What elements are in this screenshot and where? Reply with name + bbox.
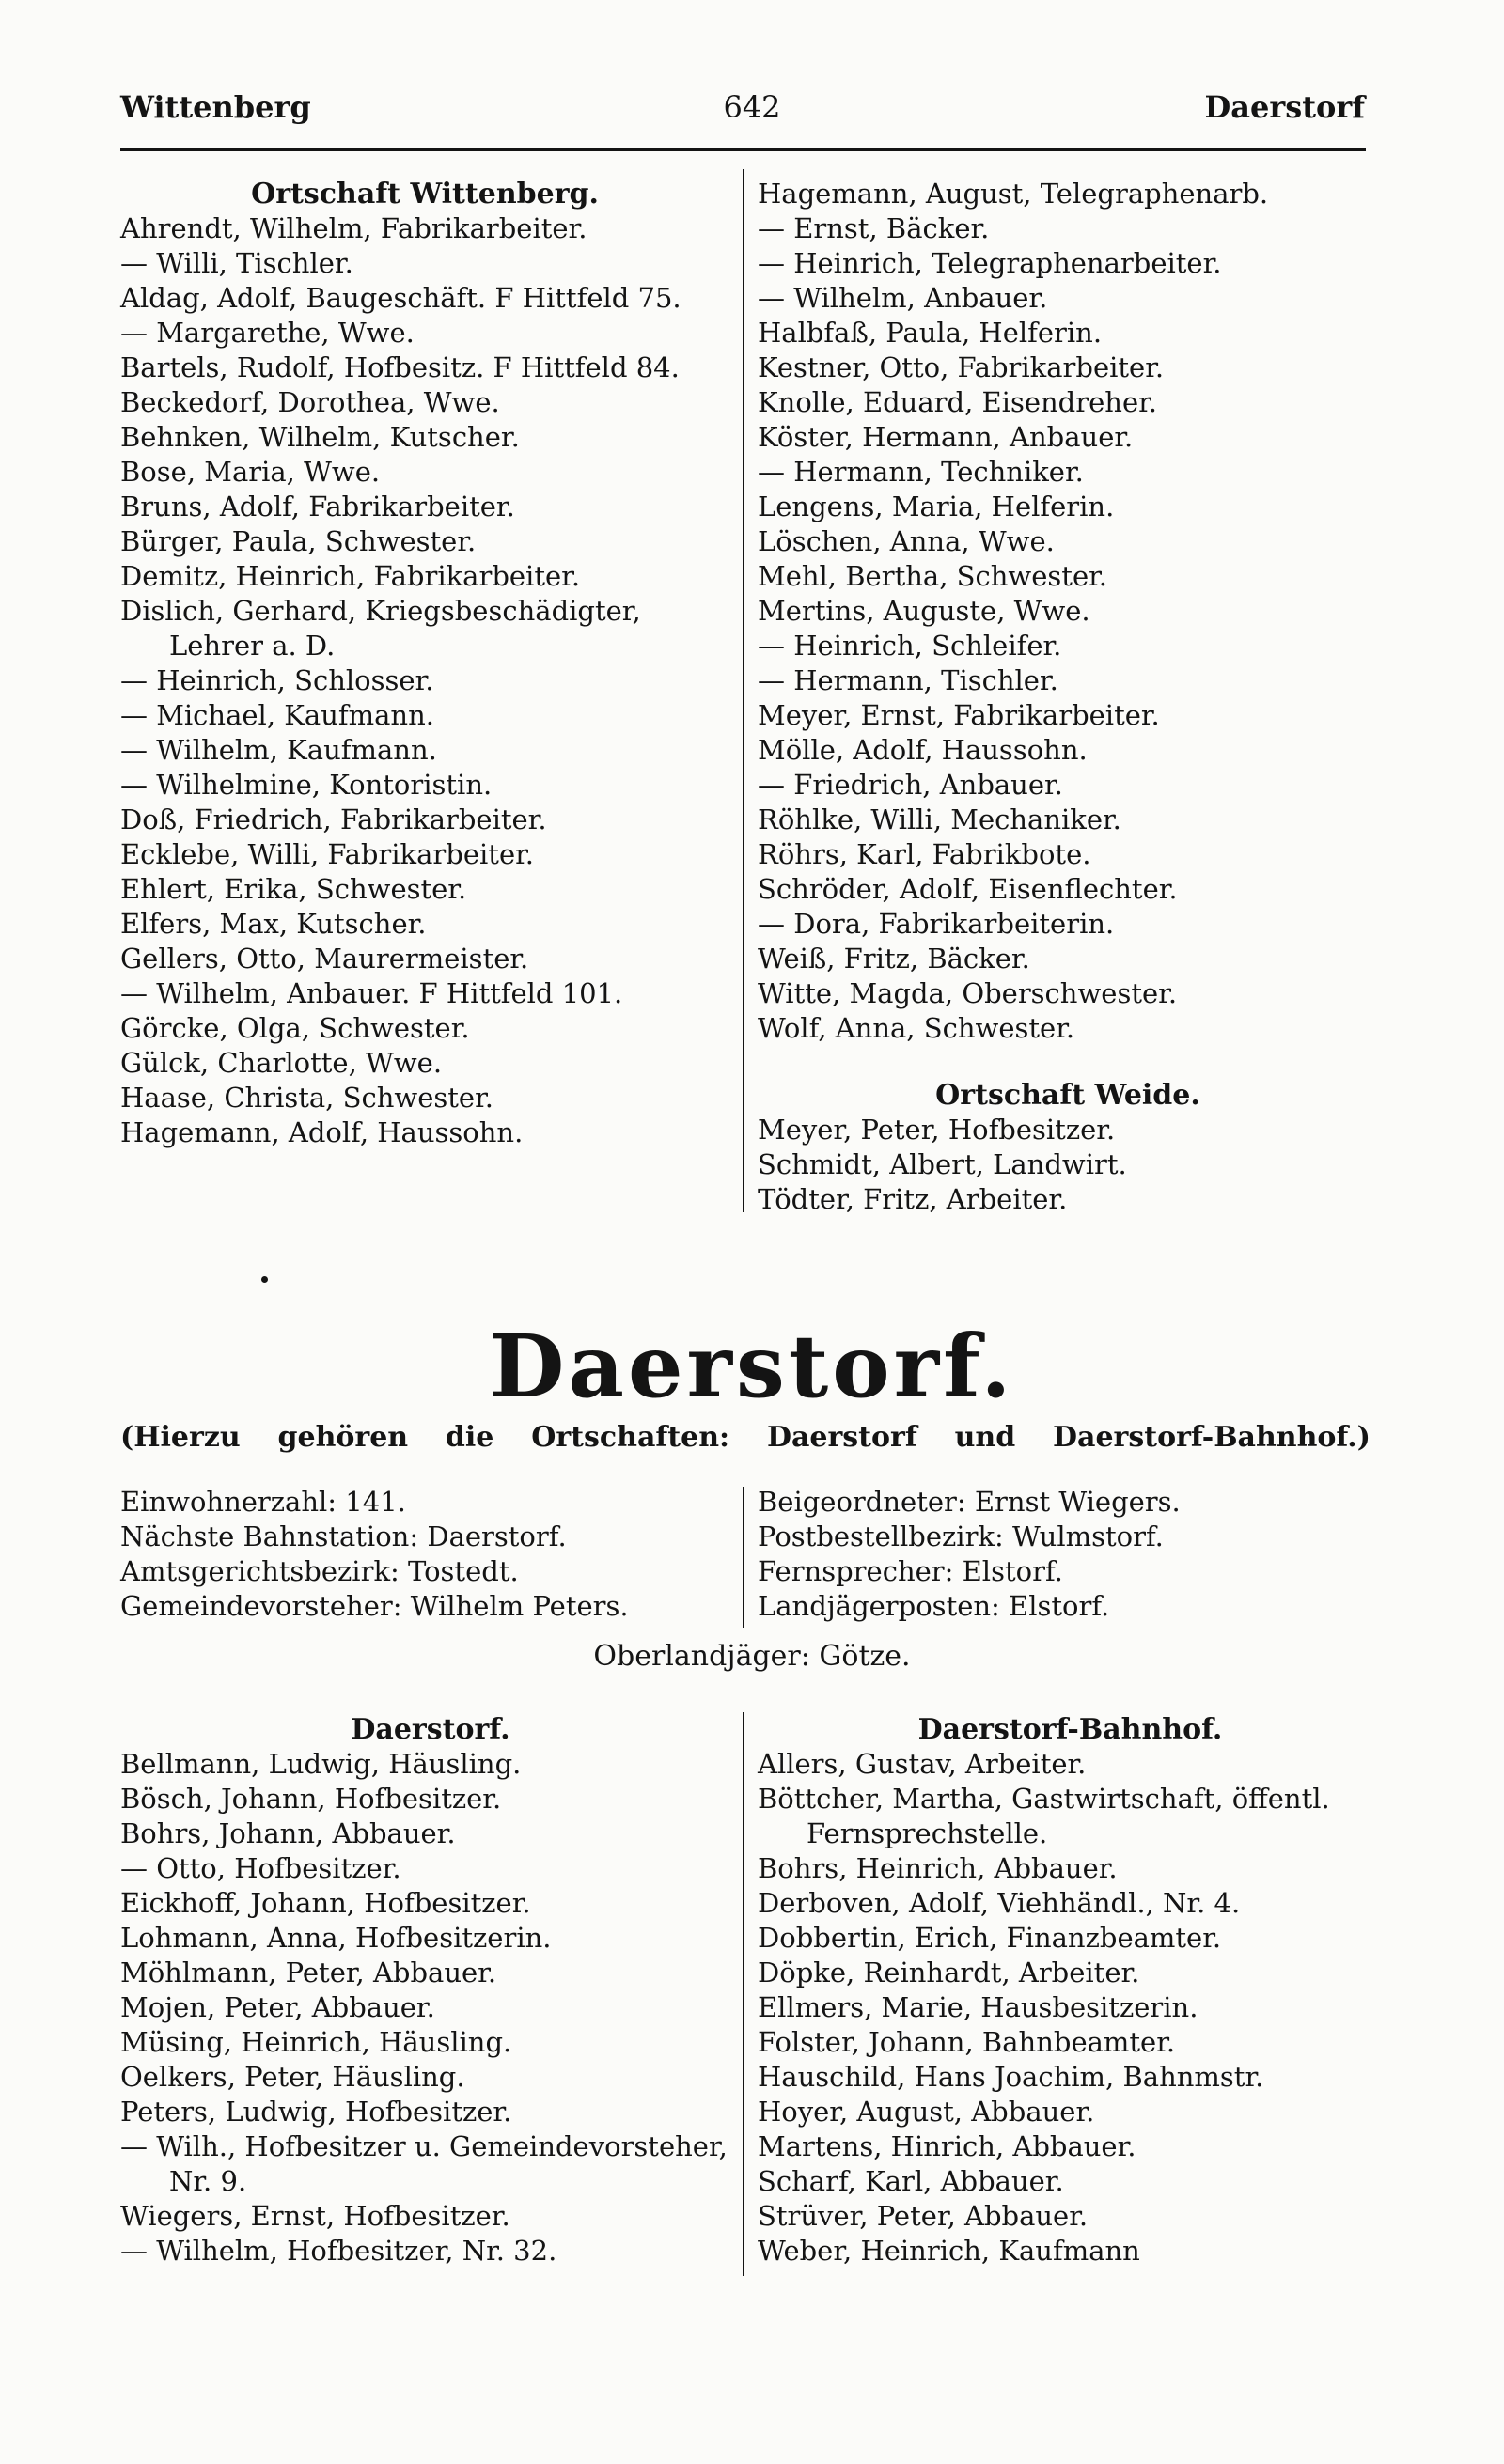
list-item: Ecklebe, Willi, Fabrikarbeiter. [120,838,534,870]
list-item: Döpke, Reinhardt, Arbeiter. [758,1957,1140,1988]
list-item: Hagemann, Adolf, Haussohn. [120,1116,524,1148]
list-item: — Wilhelm, Anbauer. [758,282,1048,314]
list-item: — Ernst, Bäcker. [758,212,990,244]
list-item: Scharf, Karl, Abbauer. [758,2165,1064,2197]
list-item: Röhlke, Willi, Mechaniker. [758,803,1121,835]
list-item: Fernsprecher: Elstorf. [758,1555,1063,1587]
list-item: Dobbertin, Erich, Finanzbeamter. [758,1922,1222,1954]
wittenberg-left-column [120,177,729,1150]
list-item: Allers, Gustav, Arbeiter. [758,1748,1087,1780]
affiliation-line [120,1421,1371,1454]
list-item: Weber, Heinrich, Kaufmann [758,2235,1140,2267]
list-item: Lohmann, Anna, Hofbesitzerin. [120,1922,552,1954]
municipal-info-left [120,1485,741,1624]
list-item: Eickhoff, Johann, Hofbesitzer. [120,1887,531,1919]
affiliation-word: Ortschaften: [531,1421,730,1454]
list-item: — Willi, Tischler. [120,247,353,279]
list-item: Wolf, Anna, Schwester. [758,1012,1075,1044]
list-item: Dislich, Gerhard, Kriegsbeschädigter, Lehrer a. D. [120,595,641,662]
list-item: Weiß, Fritz, Bäcker. [758,943,1030,975]
wittenberg-left-list [120,211,729,1150]
list-item: — Wilhelm, Anbauer. F Hittfeld 101. [120,977,623,1009]
daerstorf-bahnhof-heading: Daerstorf-Bahnhof. [917,1713,1223,1746]
list-item: Mehl, Bertha, Schwester. [758,560,1108,592]
list-item: Mölle, Adolf, Haussohn. [758,734,1088,766]
weide-heading: Ortschaft Weide. [935,1079,1200,1112]
list-item: Beckedorf, Dorothea, Wwe. [120,386,500,418]
list-item: Lengens, Maria, Helferin. [758,491,1115,522]
list-item: Bösch, Johann, Hofbesitzer. [120,1783,502,1815]
running-header-left: Wittenberg [120,89,311,125]
list-item: Schröder, Adolf, Eisenflechter. [758,873,1178,905]
daerstorf-bahnhof-list [758,1747,1383,2269]
list-item: — Wilhelmine, Kontoristin. [120,769,493,801]
list-item: Bürger, Paula, Schwester. [120,525,477,557]
list-item: — Heinrich, Schleifer. [758,630,1062,662]
list-item: Tödter, Fritz, Arbeiter. [758,1183,1068,1215]
list-item: Kestner, Otto, Fabrikarbeiter. [758,351,1165,383]
list-item: — Hermann, Techniker. [758,456,1084,488]
list-item: Bose, Maria, Wwe. [120,456,381,488]
list-item: Martens, Hinrich, Abbauer. [758,2130,1136,2162]
list-item: Elfers, Max, Kutscher. [120,908,427,940]
list-item: Wiegers, Ernst, Hofbesitzer. [120,2200,510,2232]
list-item: Aldag, Adolf, Baugeschäft. F Hittfeld 75. [120,282,682,314]
list-item: Ellmers, Marie, Hausbesitzerin. [758,1991,1198,2023]
list-item: — Wilhelm, Hofbesitzer, Nr. 32. [120,2235,557,2267]
wittenberg-right-column [758,177,1378,1217]
list-item: Böttcher, Martha, Gastwirtschaft, öffentl. Fernsprechstelle. [758,1783,1330,1849]
list-item: — Wilh., Hofbesitzer u. Gemeindevorsteher, Nr. 9. [120,2130,728,2197]
header-rule [120,148,1366,151]
daerstorf-bahnhof-column [758,1712,1383,2269]
list-item: Gemeindevorsteher: Wilhelm Peters. [120,1590,629,1622]
list-item: — Heinrich, Telegraphenarbeiter. [758,247,1222,279]
list-item: Meyer, Peter, Hofbesitzer. [758,1114,1116,1146]
list-item: Hoyer, August, Abbauer. [758,2096,1095,2128]
affiliation-word: die [445,1421,494,1454]
list-item: Müsing, Heinrich, Häusling. [120,2026,512,2058]
list-item: Löschen, Anna, Wwe. [758,525,1055,557]
list-item: Landjägerposten: Elstorf. [758,1590,1110,1622]
list-item: Witte, Magda, Oberschwester. [758,977,1178,1009]
page-number: 642 [723,89,781,125]
list-item: Peters, Ludwig, Hofbesitzer. [120,2096,512,2128]
list-item: Strüver, Peter, Abbauer. [758,2200,1089,2232]
separator-dot [261,1276,268,1283]
list-item: Mojen, Peter, Abbauer. [120,1991,435,2023]
municipal-info-right [758,1485,1378,1624]
affiliation-word: gehören [277,1421,409,1454]
list-item: Bartels, Rudolf, Hofbesitz. F Hittfeld 84. [120,351,680,383]
daerstorf-village-list [120,1747,741,2269]
list-item: Bohrs, Heinrich, Abbauer. [758,1852,1118,1884]
list-item: — Wilhelm, Kaufmann. [120,734,437,766]
list-item: — Margarethe, Wwe. [120,317,415,349]
list-item: Postbestellbezirk: Wulmstorf. [758,1521,1164,1552]
list-item: — Friedrich, Anbauer. [758,769,1063,801]
list-item: — Dora, Fabrikarbeiterin. [758,908,1115,940]
list-item: Demitz, Heinrich, Fabrikarbeiter. [120,560,581,592]
list-item: Hauschild, Hans Joachim, Bahnmstr. [758,2061,1264,2093]
daerstorf-village-column [120,1712,741,2269]
list-item: Beigeordneter: Ernst Wiegers. [758,1486,1181,1518]
affiliation-word: Daerstorf-Bahnhof.) [1053,1421,1371,1454]
affiliation-word: Daerstorf [766,1421,917,1454]
list-item: — Otto, Hofbesitzer. [120,1852,401,1884]
list-item: Bohrs, Johann, Abbauer. [120,1817,456,1849]
list-item: Röhrs, Karl, Fabrikbote. [758,838,1091,870]
list-item: Doß, Friedrich, Fabrikarbeiter. [120,803,547,835]
list-item: Oelkers, Peter, Häusling. [120,2061,465,2093]
info-divider [743,1487,744,1628]
column-divider [743,169,744,1212]
list-item: Ehlert, Erika, Schwester. [120,873,467,905]
list-item: Görcke, Olga, Schwester. [120,1012,470,1044]
section-title: Daerstorf. [489,1316,1015,1417]
list-item: Nächste Bahnstation: Daerstorf. [120,1521,567,1552]
list-item: Gellers, Otto, Maurermeister. [120,943,529,975]
list-item: — Hermann, Tischler. [758,664,1058,696]
list-item: Ahrendt, Wilhelm, Fabrikarbeiter. [120,212,588,244]
list-item: Bellmann, Ludwig, Häusling. [120,1748,522,1780]
list-item: Hagemann, August, Telegraphenarb. [758,178,1269,210]
affiliation-word: und [954,1421,1016,1454]
list-item: Schmidt, Albert, Landwirt. [758,1148,1127,1180]
affiliation-word: (Hierzu [120,1421,241,1454]
list-item: — Heinrich, Schlosser. [120,664,434,696]
daerstorf-village-heading: Daerstorf. [351,1713,510,1746]
weide-list [758,1113,1378,1217]
wittenberg-right-list [758,177,1378,1046]
list-item: Mertins, Auguste, Wwe. [758,595,1090,627]
list-item: Behnken, Wilhelm, Kutscher. [120,421,520,453]
wittenberg-heading: Ortschaft Wittenberg. [251,178,599,211]
list-item: Knolle, Eduard, Eisendreher. [758,386,1158,418]
list-item: Köster, Hermann, Anbauer. [758,421,1134,453]
list-item: Folster, Johann, Bahnbeamter. [758,2026,1176,2058]
list-item: Gülck, Charlotte, Wwe. [120,1047,443,1079]
list-item: Möhlmann, Peter, Abbauer. [120,1957,497,1988]
lower-column-divider [743,1712,744,2276]
list-item: Haase, Christa, Schwester. [120,1082,494,1114]
list-item: — Michael, Kaufmann. [120,699,434,731]
list-item: Derboven, Adolf, Viehhändl., Nr. 4. [758,1887,1241,1919]
list-item: Amtsgerichtsbezirk: Tostedt. [120,1555,519,1587]
list-item: Einwohnerzahl: 141. [120,1486,406,1518]
list-item: Halbfaß, Paula, Helferin. [758,317,1103,349]
list-item: Meyer, Ernst, Fabrikarbeiter. [758,699,1160,731]
list-item: Bruns, Adolf, Fabrikarbeiter. [120,491,515,522]
oberlandjaeger-line: Oberlandjäger: Götze. [593,1640,911,1673]
running-header-right: Daerstorf [1204,89,1365,125]
